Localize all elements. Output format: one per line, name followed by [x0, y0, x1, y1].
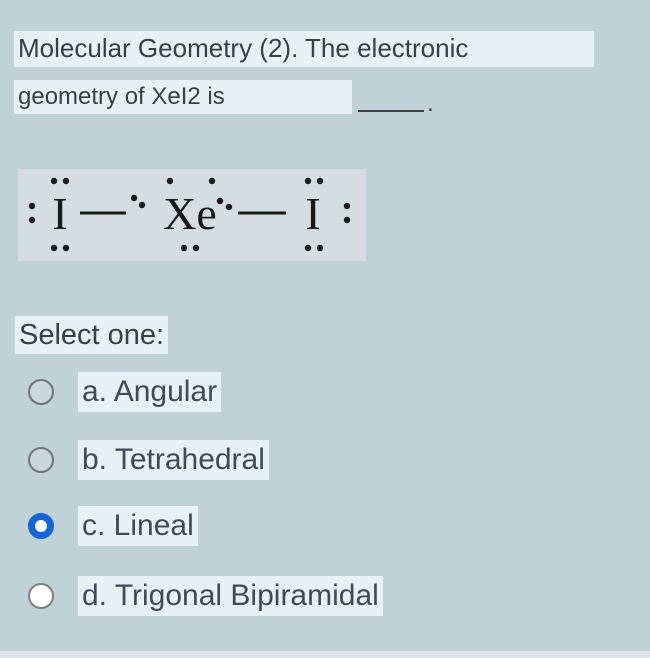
radio-button-b[interactable] — [28, 447, 54, 473]
question-text-line-1: Molecular Geometry (2). The electronic — [14, 31, 594, 67]
question-period: . — [427, 90, 434, 117]
question-text-line-2: geometry of XeI2 is — [14, 80, 352, 114]
atom-iodine-left: I — [52, 188, 68, 239]
lewis-structure-diagram — [18, 169, 366, 261]
option-a-label[interactable]: a. Angular — [78, 372, 221, 412]
select-one-label: Select one: — [15, 316, 168, 354]
atom-xenon: Xe — [163, 188, 217, 239]
option-d-label[interactable]: d. Trigonal Bipiramidal — [78, 576, 383, 616]
option-b-label[interactable]: b. Tetrahedral — [78, 440, 269, 480]
lewis-structure-image — [18, 169, 366, 261]
option-c-label[interactable]: c. Lineal — [78, 506, 198, 546]
radio-button-a[interactable] — [28, 379, 54, 405]
radio-button-c-selected[interactable] — [28, 513, 54, 539]
radio-button-d[interactable] — [28, 583, 54, 609]
bottom-border — [0, 651, 650, 658]
atom-iodine-right: I — [305, 188, 321, 239]
answer-blank-line — [358, 110, 424, 112]
